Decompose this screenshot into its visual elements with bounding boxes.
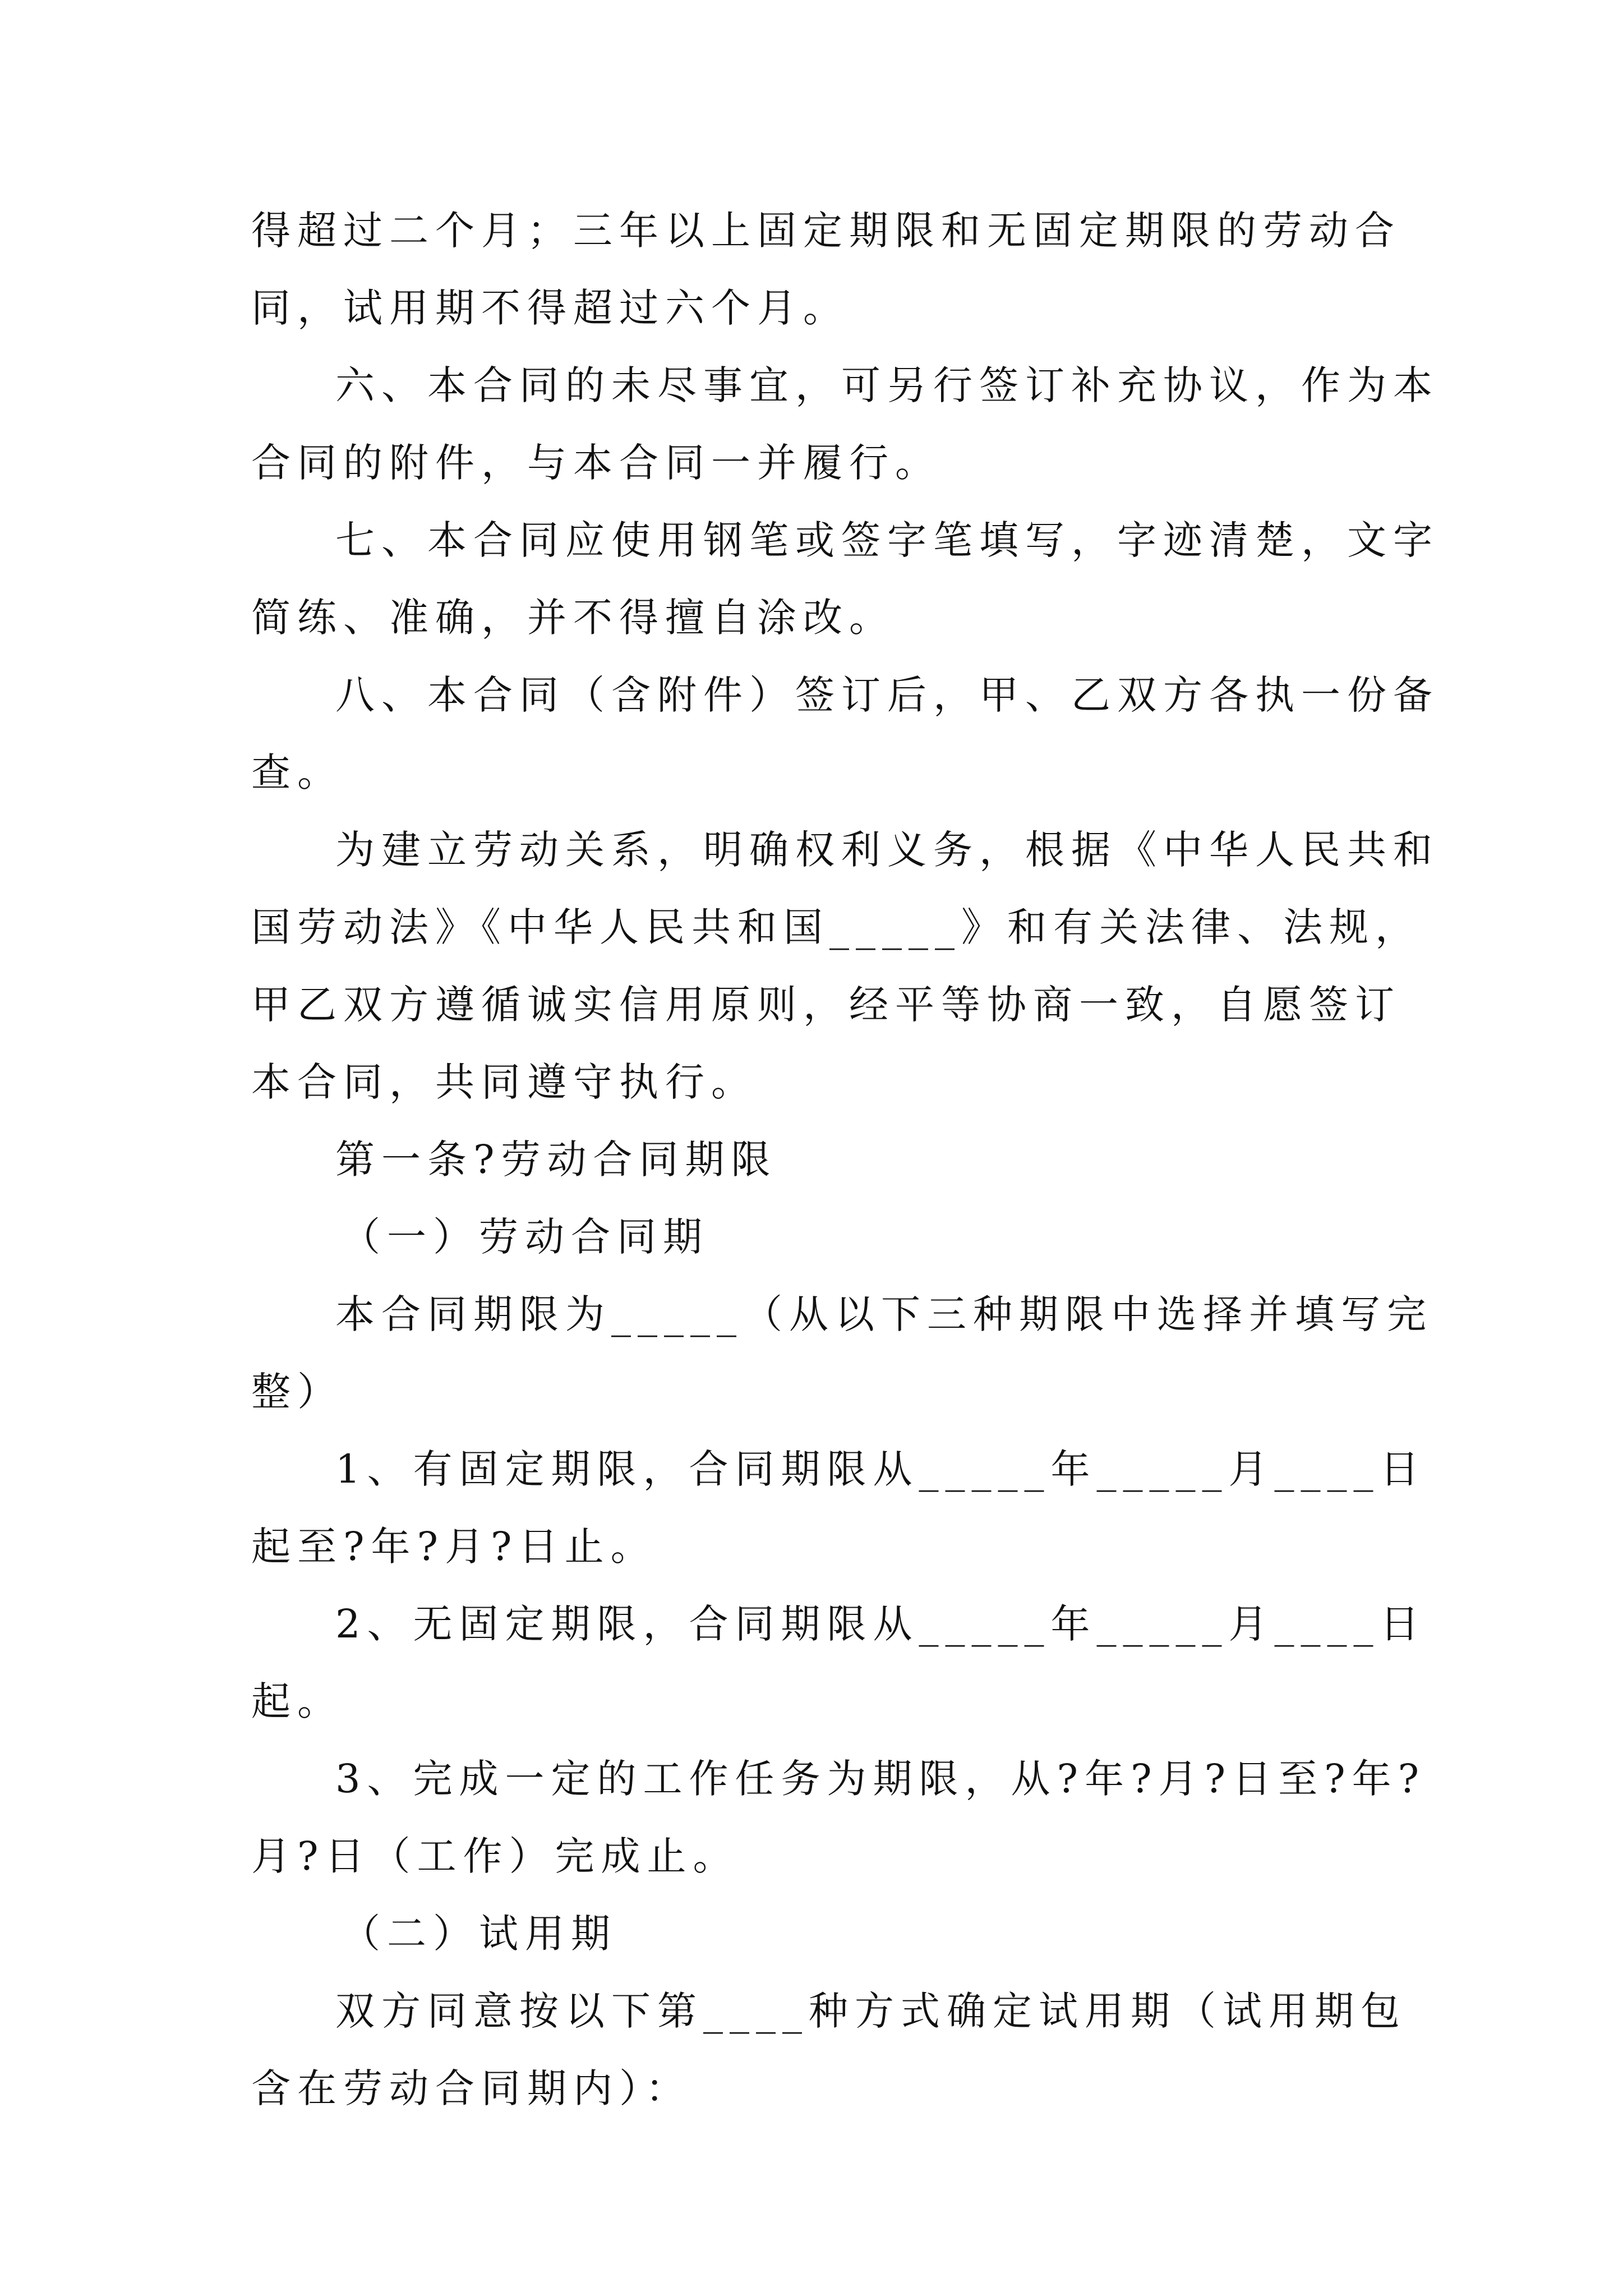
option-fixed-term: 1、有固定期限，合同期限从_____年_____月____日起至?年?月?日止。	[251, 1446, 1426, 1570]
paragraph-probation-limit: 得超过二个月；三年以上固定期限和无固定期限的劳动合同，试用期不得超过六个月。	[251, 208, 1401, 331]
option-task-term: 3、完成一定的工作任务为期限，从?年?月?日至?年?月?日（工作）完成止。	[251, 1756, 1426, 1879]
paragraph-clause-six: 六、本合同的未尽事宜，可另行签订补充协议，作为本合同的附件，与本合同一并履行。	[251, 362, 1439, 486]
paragraph-clause-seven: 七、本合同应使用钢笔或签字笔填写，字迹清楚，文字简练、准确，并不得擅自涂改。	[251, 517, 1439, 641]
section-probation-heading: （二）试用期	[341, 1911, 617, 1957]
paragraph-preamble: 为建立劳动关系，明确权利义务，根据《中华人民共和国劳动法》《中华人民共和国_____》和有关法律、法规，甲乙双方遵循诚实信用原则，经平等协商一致，自愿签订本合同，共同遵守执行。	[251, 827, 1439, 1105]
paragraph-term-selection: 本合同期限为_____（从以下三种期限中选择并填写完整）	[251, 1291, 1433, 1415]
paragraph-clause-eight: 八、本合同（含附件）签订后，甲、乙双方各执一份备查。	[251, 672, 1439, 795]
option-open-term: 2、无固定期限，合同期限从_____年_____月____日起。	[251, 1601, 1426, 1724]
section-contract-term-heading: （一）劳动合同期	[341, 1214, 709, 1260]
contract-text	[251, 192, 1442, 2127]
paragraph-probation-method: 双方同意按以下第____种方式确定试用期（试用期包含在劳动合同期内）：	[251, 1988, 1407, 2111]
article-one-heading: 第一条?劳动合同期限	[335, 1137, 777, 1182]
